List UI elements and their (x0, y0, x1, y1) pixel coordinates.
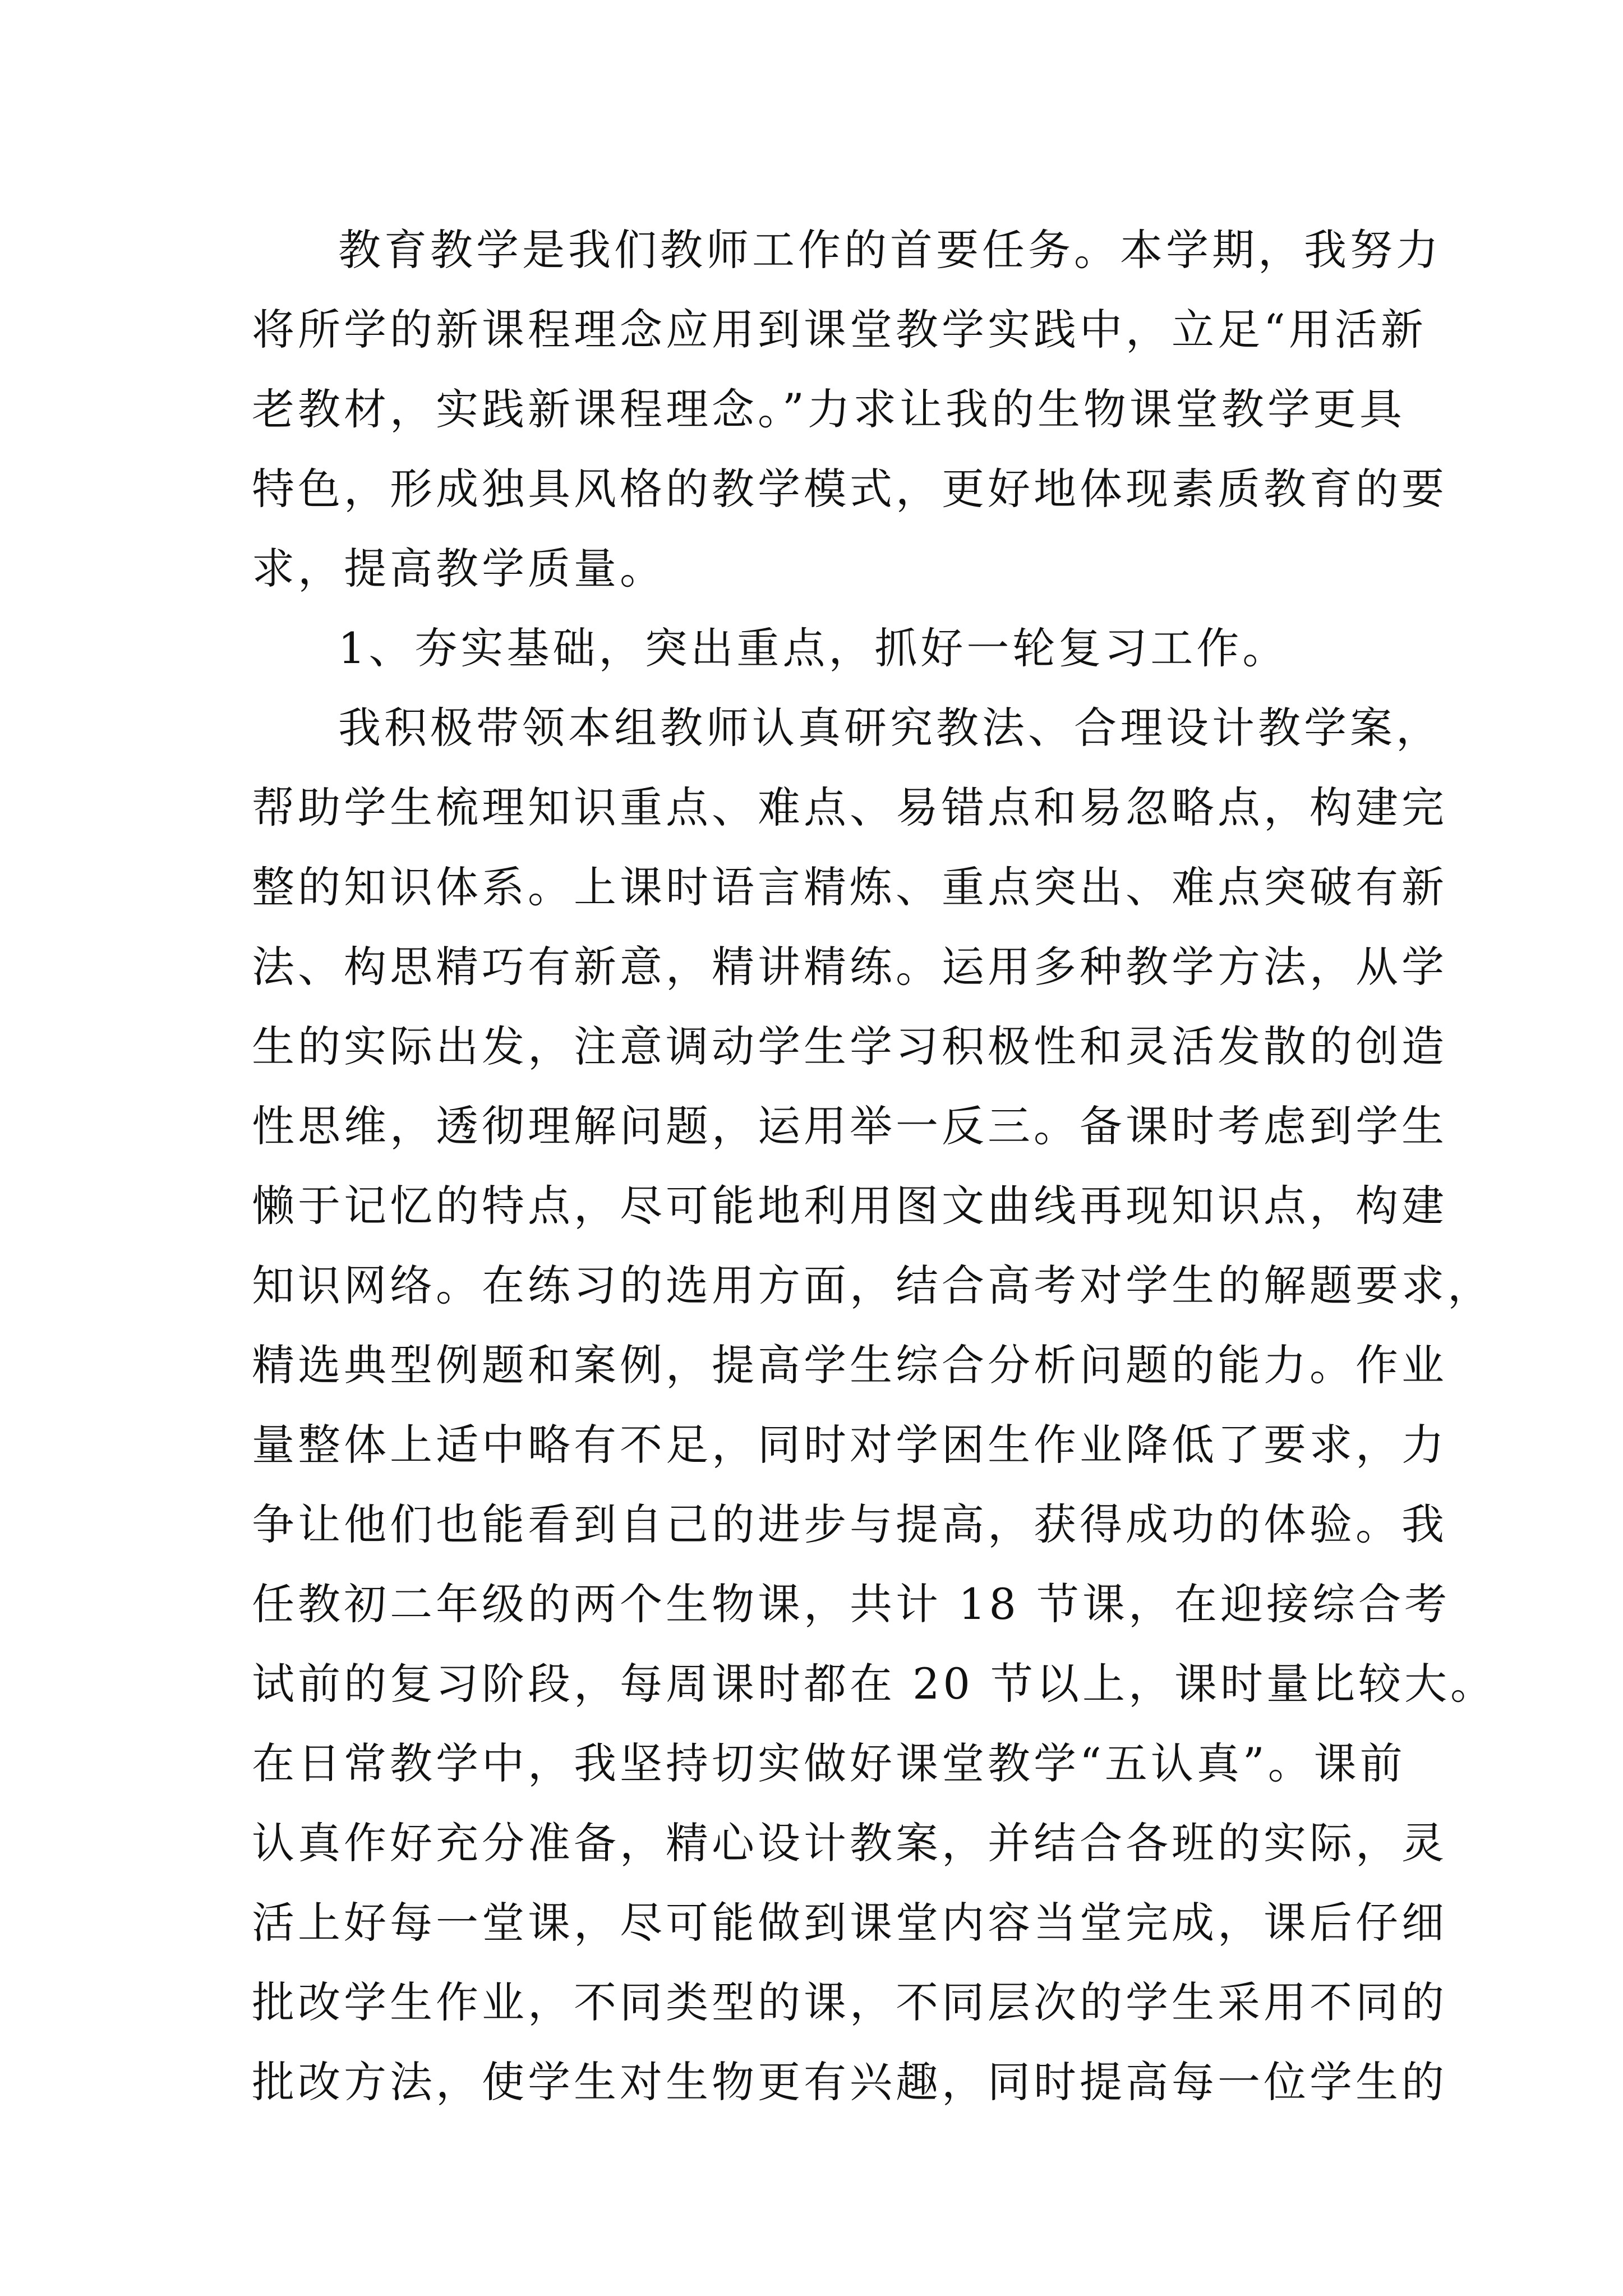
text-line: 试前的复习阶段，每周课时都在 20 节以上，课时量比较大。 (252, 1659, 1497, 1709)
text-line: 整的知识体系。上课时语言精炼、重点突出、难点突破有新 (252, 862, 1447, 912)
text-line: 认真作好充分准备，精心设计教案，并结合各班的实际，灵 (252, 1818, 1447, 1868)
text-line: 争让他们也能看到自己的进步与提高，获得成功的体验。我 (252, 1499, 1447, 1549)
text-line: 批改方法，使学生对生物更有兴趣，同时提高每一位学生的 (252, 2057, 1447, 2107)
text-line: 任教初二年级的两个生物课，共计 18 节课，在迎接综合考 (252, 1579, 1451, 1629)
text-line: 将所学的新课程理念应用到课堂教学实践中，立足“用活新 (252, 305, 1427, 355)
text-line: 教育教学是我们教师工作的首要任务。本学期，我努力 (338, 225, 1442, 275)
text-line: 生的实际出发，注意调动学生学习积极性和灵活发散的创造 (252, 1022, 1447, 1071)
text-line: 1、夯实基础，突出重点，抓好一轮复习工作。 (338, 623, 1289, 673)
text-line: 懒于记忆的特点，尽可能地利用图文曲线再现知识点，构建 (252, 1181, 1447, 1231)
text-line: 我积极带领本组教师认真研究教法、合理设计教学案， (338, 703, 1442, 753)
text-line: 法、构思精巧有新意，精讲精练。运用多种教学方法，从学 (252, 942, 1447, 992)
text-line: 批改学生作业，不同类型的课，不同层次的学生采用不同的 (252, 1977, 1447, 2027)
document-body (252, 210, 1497, 2122)
text-line: 求，提高教学质量。 (252, 544, 666, 593)
text-line: 帮助学生梳理知识重点、难点、易错点和易忽略点，构建完 (252, 783, 1447, 832)
text-line: 知识网络。在练习的选用方面，结合高考对学生的解题要求， (252, 1260, 1493, 1310)
text-line: 老教材，实践新课程理念。”力求让我的生物课堂教学更具 (252, 384, 1405, 434)
text-line: 在日常教学中，我坚持切实做好课堂教学“五认真”。课前 (252, 1738, 1406, 1788)
text-line: 量整体上适中略有不足，同时对学困生作业降低了要求，力 (252, 1420, 1447, 1470)
text-line: 性思维，透彻理解问题，运用举一反三。备课时考虑到学生 (252, 1101, 1447, 1151)
text-line: 活上好每一堂课，尽可能做到课堂内容当堂完成，课后仔细 (252, 1898, 1447, 1948)
text-line: 特色，形成独具风格的教学模式，更好地体现素质教育的要 (252, 464, 1447, 514)
text-line: 精选典型例题和案例，提高学生综合分析问题的能力。作业 (252, 1340, 1447, 1390)
